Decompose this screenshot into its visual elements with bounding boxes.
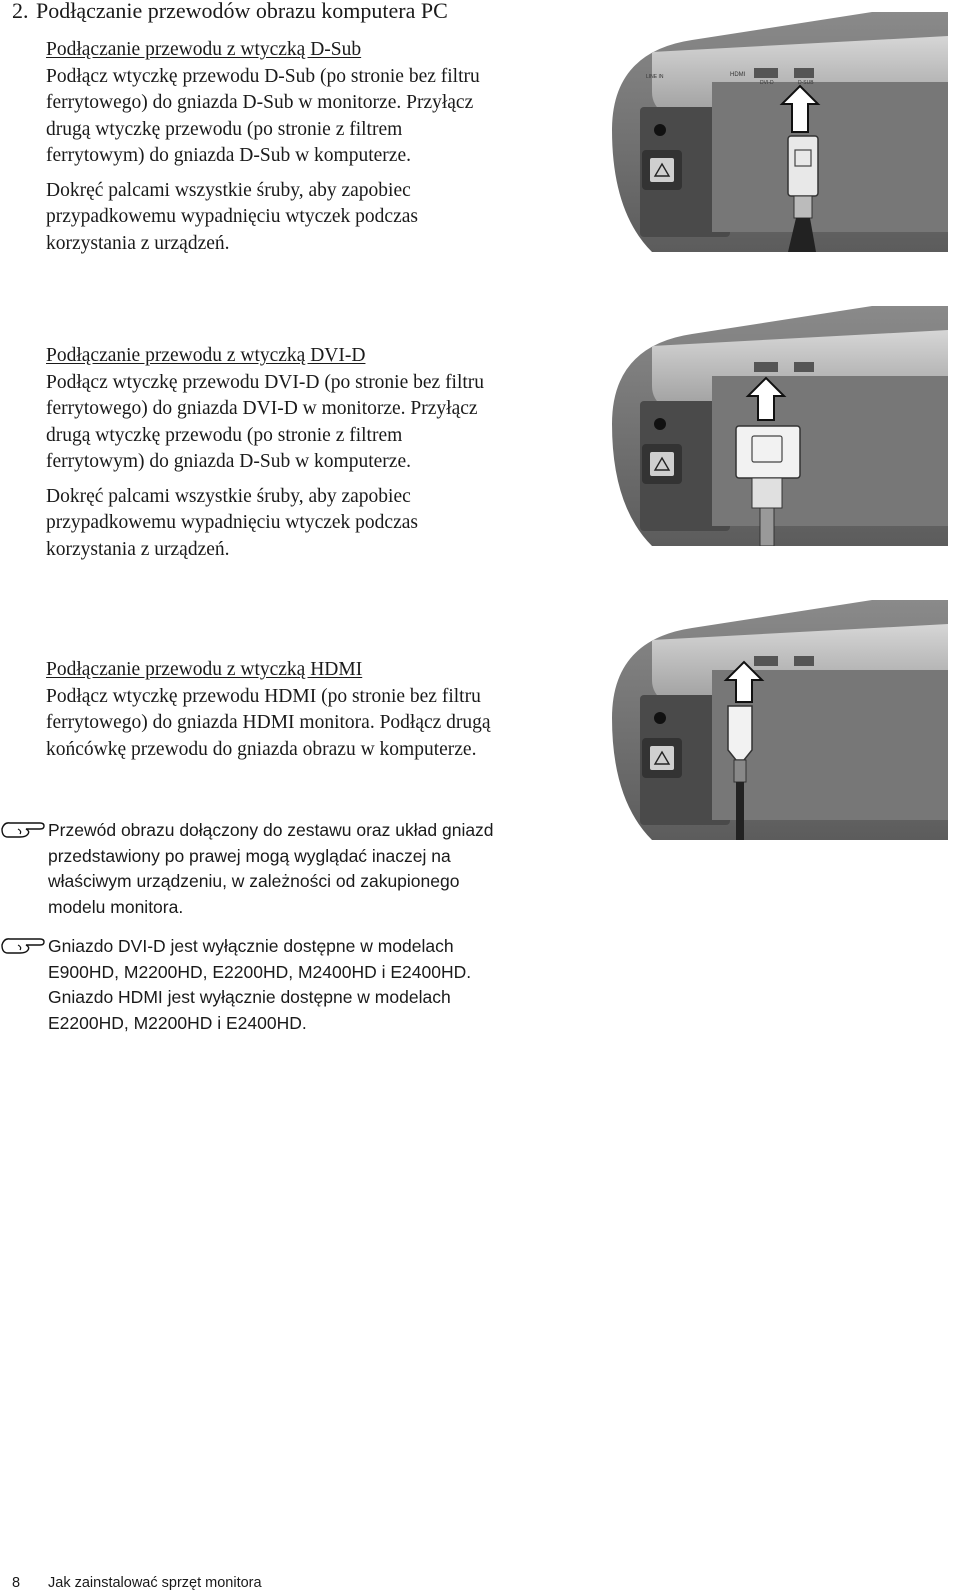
instruction-paragraph: Podłącz wtyczkę przewodu D-Sub (po stronie bez filtru ferrytowego) do gniazda D-Sub w monitorze. Przyłącz drugą wtyczkę przewodu (po stronie z filtrem ferrytowym) do gniazda D-Sub w komputerze. (46, 65, 480, 166)
pointing-hand-icon (0, 936, 46, 956)
section-title: Podłączanie przewodu z wtyczką HDMI (46, 659, 363, 680)
note-1 (0, 818, 640, 920)
note-2 (0, 934, 640, 1036)
label-linein: LINE IN (646, 74, 664, 80)
step-title: Podłączanie przewodów obrazu komputera PC (36, 0, 448, 23)
label-dsub: D-SUB (798, 80, 814, 86)
step-number: 2. (12, 0, 29, 23)
note-text: Przewód obrazu dołączony do zestawu oraz układ gniazd przedstawiony po prawej mogą wyglądać inaczej na właściwym urządzeniu, w zależności od zakupionego modelu monitora. (48, 820, 494, 917)
section-hdmi (46, 657, 586, 763)
note-text: Gniazdo DVI-D jest wyłącznie dostępne w modelach E900HD, M2200HD, E2200HD, M2400HD i E2400HD. Gniazdo HDMI jest wyłącznie dostępne w modelach E2200HD, M2200HD i E2400HD. (48, 936, 472, 1033)
section-dvid (46, 343, 586, 563)
dvid-connection-illustration (612, 306, 948, 546)
section-dsub (46, 37, 586, 257)
instruction-paragraph: Dokręć palcami wszystkie śruby, aby zapobiec przypadkowemu wypadnięciu wtyczek podczas korzystania z urządzeń. (46, 179, 418, 254)
chapter-title: Jak zainstalować sprzęt monitora (48, 1575, 262, 1591)
label-dvid: DVI-D (760, 80, 774, 86)
section-title: Podłączanie przewodu z wtyczką DVI-D (46, 345, 366, 366)
instruction-paragraph: Podłącz wtyczkę przewodu DVI-D (po stronie bez filtru ferrytowego) do gniazda DVI-D w monitorze. Przyłącz drugą wtyczkę przewodu (po stronie z filtrem ferrytowym) do gniazda D-Sub w komputerze. (46, 371, 485, 472)
page-number: 8 (12, 1575, 21, 1591)
instruction-paragraph: Podłącz wtyczkę przewodu HDMI (po stronie bez filtru ferrytowego) do gniazda HDMI monitora. Podłącz drugą końcówkę przewodu do gniazda obrazu w komputerze. (46, 685, 491, 760)
step-heading (12, 0, 448, 24)
pointing-hand-icon (0, 820, 46, 840)
hdmi-connection-illustration (612, 600, 948, 840)
label-hdmi: HDMI (730, 72, 746, 78)
page-footer (12, 1574, 262, 1592)
instruction-paragraph: Dokręć palcami wszystkie śruby, aby zapobiec przypadkowemu wypadnięciu wtyczek podczas korzystania z urządzeń. (46, 485, 418, 560)
dsub-connection-illustration (612, 12, 948, 252)
section-title: Podłączanie przewodu z wtyczką D-Sub (46, 39, 362, 60)
